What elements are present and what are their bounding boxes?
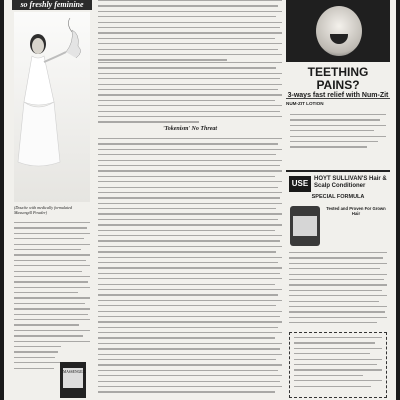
right-ad-column — [286, 0, 390, 400]
ad-headline: so freshly feminine — [12, 0, 92, 10]
article-column — [98, 0, 282, 400]
ad-caption: (Douche with medically formulated Massengill Powder) — [14, 205, 73, 215]
mail-order-coupon[interactable] — [289, 332, 387, 398]
magazine-page — [4, 0, 396, 400]
product-label: MASSENGILL — [63, 368, 83, 388]
article-paragraph — [98, 62, 282, 127]
woman-illustration — [14, 12, 90, 202]
article-subhead: 'Tokenism' No Threat — [162, 126, 218, 132]
massengill-ad — [12, 0, 92, 400]
ad-body-text — [14, 222, 90, 373]
special-formula: SPECIAL FORMULA — [311, 194, 365, 200]
teething-title: TEETHING — [307, 65, 369, 79]
numzit-body-text — [290, 114, 386, 152]
conditioner-jar — [290, 206, 320, 246]
teething-subtitle: 3-ways fast relief with Num-Zit — [287, 92, 389, 99]
hoyt-sullivan-ad — [286, 170, 390, 400]
article-paragraph — [98, 138, 282, 397]
jar-label — [293, 216, 317, 236]
baby-face — [316, 6, 362, 56]
numzit-product-line: NUM-ZIT LOTION — [286, 98, 390, 106]
pains-title: PAINS? — [316, 78, 360, 92]
baby-photo — [286, 0, 390, 62]
numzit-ad — [286, 66, 390, 100]
article-paragraph — [98, 0, 282, 65]
hoyt-brand: HOYT SULLIVAN'S Hair & Scalp Conditioner — [314, 176, 387, 189]
massengill-box — [60, 362, 86, 398]
hoyt-body-text — [289, 252, 387, 327]
tested-proven: Tested and Proven For Grown Hair — [326, 206, 386, 217]
woman-photo — [14, 12, 90, 202]
use-badge: USE — [289, 176, 311, 192]
